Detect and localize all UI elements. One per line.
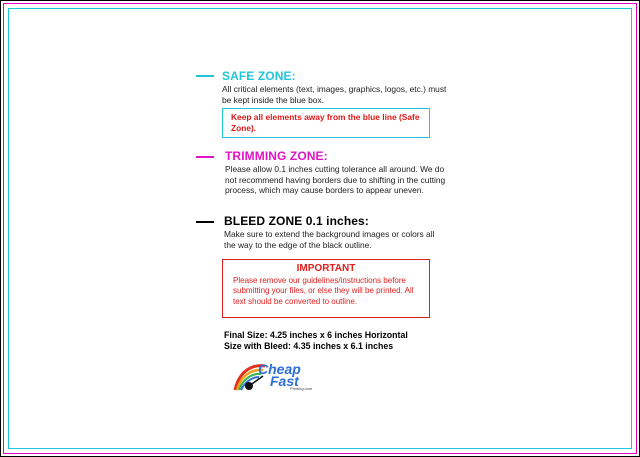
logo-text-fast: Fast <box>270 373 299 389</box>
trimming-zone-text: Please allow 0.1 inches cutting tolerance all around. We do not recommend having borders due to shifting in the cutting process, which may cause borders to appear uneven. <box>225 164 446 196</box>
important-title: IMPORTANT <box>296 263 356 274</box>
safe-zone-warning: Keep all elements away from the blue line (Safe Zone). <box>231 112 420 133</box>
final-size: Final Size: 4.25 inches x 6 inches Horizontal <box>224 330 408 340</box>
bleed-zone-text: Make sure to extend the background images or colors all the way to the edge of the black outline. <box>224 229 435 250</box>
safe-zone-marker <box>196 75 214 77</box>
important-text: Please remove our guidelines/instructions before submitting your files, or else they will be printed. All text should be converted to outline. <box>233 276 414 306</box>
trimming-zone-heading: TRIMMING ZONE: <box>225 149 328 163</box>
bleed-zone-marker <box>196 221 214 223</box>
safe-zone-warning-box <box>222 108 430 138</box>
safe-zone-text: All critical elements (text, images, graphics, logos, etc.) must be kept inside the blue box. <box>222 84 447 105</box>
company-logo <box>233 360 323 394</box>
logo-text-cheap: Cheap <box>258 361 301 377</box>
trimming-zone-marker <box>196 156 214 158</box>
logo-text-printing: Printing.com <box>290 386 313 391</box>
safe-zone-heading: SAFE ZONE: <box>222 69 296 83</box>
bleed-zone-heading: BLEED ZONE 0.1 inches: <box>224 214 369 228</box>
size-with-bleed: Size with Bleed: 4.35 inches x 6.1 inches <box>224 341 394 351</box>
important-box <box>222 259 430 318</box>
